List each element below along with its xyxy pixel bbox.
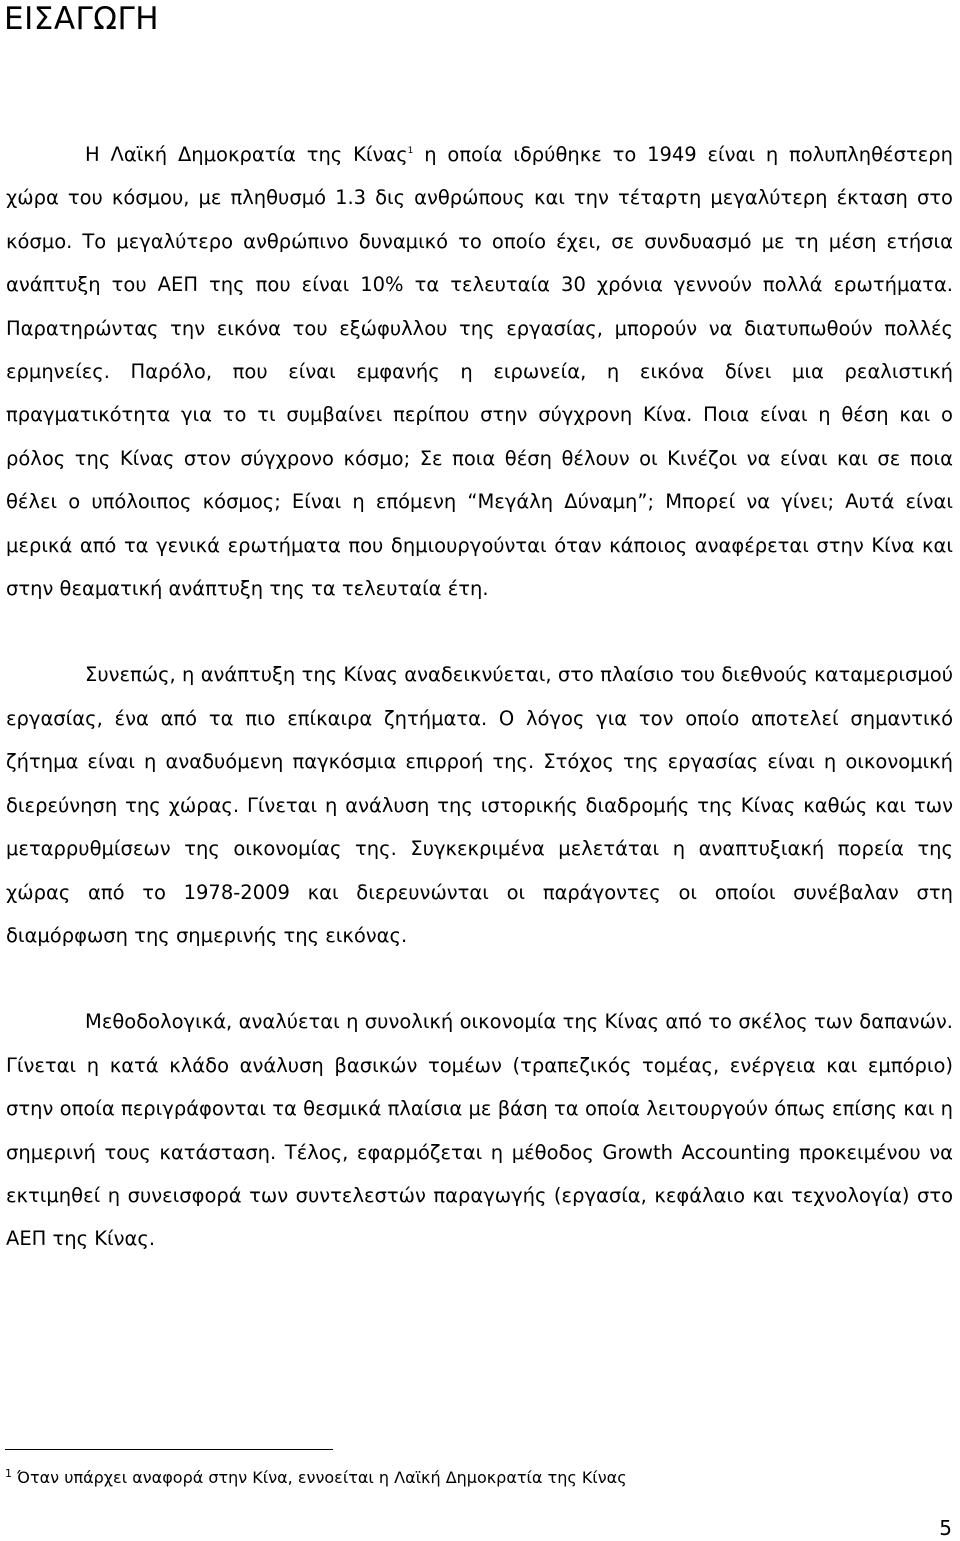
page-title: ΕΙΣΑΓΩΓΗ	[4, 1, 160, 37]
footnote-number: 1	[5, 1467, 12, 1480]
footnote-reference: 1	[407, 146, 414, 156]
paragraph-objective: Συνεπώς, η ανάπτυξη της Κίνας αναδεικνύεται, στο πλαίσιο του διεθνούς καταμερισμού εργασίας, ένα από τα πιο επίκαιρα ζητήματα. Ο λόγος για τον οποίο αποτελεί σημαντικό ζήτημα είναι η αναδυόμενη παγκόσμια επιρροή της. Στόχος της εργασίας είναι η οικονομική διερεύνηση της χώρας. Γίνεται η ανάλυση της ιστορικής διαδρομής της Κίνας καθώς και των μεταρρυθμίσεων της οικονομίας της. Συγκεκριμένα μελετάται η αναπτυξιακή πορεία της χώρας από το 1978-2009 και διερευνώνται οι παράγοντες οι οποίοι συνέβαλαν στη διαμόρφωση της σημερινής της εικόνας.	[6, 663, 953, 947]
footnote-text: Όταν υπάρχει αναφορά στην Κίνα, εννοείται η Λαϊκή Δημοκρατία της Κίνας	[17, 1468, 627, 1487]
paragraph-intro	[6, 133, 953, 610]
paragraph-methodology: Μεθοδολογικά, αναλύεται η συνολική οικονομία της Κίνας από το σκέλος των δαπανών. Γίνεται η κατά κλάδο ανάλυση βασικών τομέων (τραπεζικός τομέας, ενέργεια και εμπόριο) στην οποία περιγράφονται τα θεσμικά πλαίσια με βάση τα οποία λειτουργούν όπως επίσης και η σημερινή τους κατάσταση. Τέλος, εφαρμόζεται η μέθοδος Growth Accounting προκειμένου να εκτιμηθεί η συνεισφορά των συντελεστών παραγωγής (εργασία, κεφάλαιο και τεχνολογία) στο ΑΕΠ της Κίνας.	[6, 1010, 953, 1251]
footnote	[5, 1466, 627, 1490]
body-text	[6, 133, 953, 1261]
paragraph-intro-start: Η Λαϊκή Δημοκρατία της Κίνας	[85, 143, 408, 166]
paragraph-intro-rest: η οποία ιδρύθηκε το 1949 είναι η πολυπληθέστερη χώρα του κόσμου, με πληθυσμό 1.3 δις ανθρώπους και την τέταρτη μεγαλύτερη έκταση στο κόσμο. Το μεγαλύτερο ανθρώπινο δυναμικό το οποίο έχει, σε συνδυασμό με τη μέση ετήσια ανάπτυξη του ΑΕΠ της που είναι 10% τα τελευταία 30 χρόνια γεννούν πολλά ερωτήματα. Παρατηρώντας την εικόνα του εξώφυλλου της εργασίας, μπορούν να διατυπωθούν πολλές ερμηνείες. Παρόλο, που είναι εμφανής η ειρωνεία, η εικόνα δίνει μια ρεαλιστική πραγματικότητα για το τι συμβαίνει περίπου στην σύγχρονη Κίνα. Ποια είναι η θέση και ο ρόλος της Κίνας στον σύγχρονο κόσμο; Σε ποια θέση θέλουν οι Κινέζοι να είναι και σε ποια θέλει ο υπόλοιπος κόσμος; Είναι η επόμενη “Μεγάλη Δύναμη”; Μπορεί να γίνει; Αυτά είναι μερικά από τα γενικά ερωτήματα που δημιουργούνται όταν κάποιος αναφέρεται στην Κίνα και στην θεαματική ανάπτυξη της τα τελευταία έτη.	[6, 143, 953, 601]
page-number: 5	[939, 1516, 952, 1540]
footnote-separator	[5, 1449, 333, 1450]
